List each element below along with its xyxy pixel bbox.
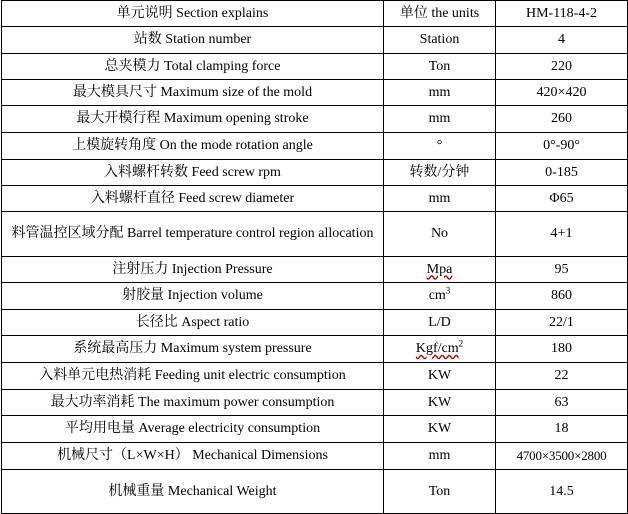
row-value: 260 <box>496 106 628 133</box>
unit-text: Mpa <box>426 261 453 277</box>
row-value: 220 <box>496 54 628 80</box>
row-description: 最大功率消耗 The maximum power consumption <box>2 390 384 416</box>
table-row <box>2 133 628 160</box>
row-value: Φ65 <box>496 186 628 212</box>
row-description: 机械尺寸（L×W×H） Mechanical Dimensions <box>2 443 384 470</box>
row-value: 63 <box>496 390 628 416</box>
header-row <box>2 1 628 27</box>
row-description: 总夹模力 Total clamping force <box>2 54 384 80</box>
row-value: 0-185 <box>496 160 628 186</box>
row-value: 95 <box>496 257 628 283</box>
header-section-cell: 单元说明 Section explains <box>2 1 384 27</box>
row-description: 注射压力 Injection Pressure <box>2 257 384 283</box>
header-unit-cell: 单位 the units <box>384 1 496 27</box>
spec-table <box>1 0 628 514</box>
row-unit <box>384 336 496 363</box>
row-description: 入料单元电热消耗 Feeding unit electric consumption <box>2 363 384 390</box>
row-description: 入料螺杆直径 Feed screw diameter <box>2 186 384 212</box>
row-unit: Station <box>384 27 496 54</box>
row-description: 平均用电量 Average electricity consumption <box>2 416 384 443</box>
row-value: 18 <box>496 416 628 443</box>
table-row <box>2 186 628 212</box>
table-row <box>2 212 628 257</box>
row-value: 22/1 <box>496 310 628 336</box>
row-unit: mm <box>384 106 496 133</box>
row-value: 0°-90° <box>496 133 628 160</box>
header-model-cell: HM-118-4-2 <box>496 1 628 27</box>
row-unit: L/D <box>384 310 496 336</box>
row-unit: No <box>384 212 496 257</box>
row-unit: Ton <box>384 54 496 80</box>
row-unit: KW <box>384 390 496 416</box>
row-unit: mm <box>384 80 496 106</box>
table-row <box>2 390 628 416</box>
table-row <box>2 106 628 133</box>
row-unit: mm <box>384 186 496 212</box>
unit-superscript: 3 <box>445 285 451 296</box>
row-description: 机械重量 Mechanical Weight <box>2 470 384 514</box>
row-value: 22 <box>496 363 628 390</box>
unit-base: Kgf/cm <box>415 341 459 356</box>
table-row <box>2 80 628 106</box>
table-row <box>2 443 628 470</box>
row-value: 14.5 <box>496 470 628 514</box>
table-row <box>2 160 628 186</box>
row-unit: mm <box>384 443 496 470</box>
row-value: 180 <box>496 336 628 363</box>
row-unit <box>384 257 496 283</box>
row-description: 入料螺杆转数 Feed screw rpm <box>2 160 384 186</box>
row-description: 站数 Station number <box>2 27 384 54</box>
table-row <box>2 363 628 390</box>
row-unit: ° <box>384 133 496 160</box>
row-description: 上模旋转角度 On the mode rotation angle <box>2 133 384 160</box>
row-unit: 转数/分钟 <box>384 160 496 186</box>
unit-base: cm <box>428 288 446 303</box>
row-value: 4 <box>496 27 628 54</box>
row-value: 860 <box>496 283 628 310</box>
row-description: 最大模具尺寸 Maximum size of the mold <box>2 80 384 106</box>
table-row <box>2 310 628 336</box>
table-row <box>2 470 628 514</box>
table-row <box>2 257 628 283</box>
row-value: 4700×3500×2800 <box>496 443 628 470</box>
row-description: 系统最高压力 Maximum system pressure <box>2 336 384 363</box>
row-unit: KW <box>384 363 496 390</box>
row-description: 射胶量 Injection volume <box>2 283 384 310</box>
row-value: 420×420 <box>496 80 628 106</box>
table-row <box>2 416 628 443</box>
row-unit: Ton <box>384 470 496 514</box>
table-row <box>2 54 628 80</box>
unit-superscript: 2 <box>458 338 464 349</box>
row-unit <box>384 283 496 310</box>
row-value: 4+1 <box>496 212 628 257</box>
row-unit: KW <box>384 416 496 443</box>
table-row <box>2 27 628 54</box>
table-row <box>2 283 628 310</box>
table-row <box>2 336 628 363</box>
row-description: 料管温控区域分配 Barrel temperature control region allocation <box>2 212 384 257</box>
row-description: 长径比 Aspect ratio <box>2 310 384 336</box>
row-description: 最大开模行程 Maximum opening stroke <box>2 106 384 133</box>
